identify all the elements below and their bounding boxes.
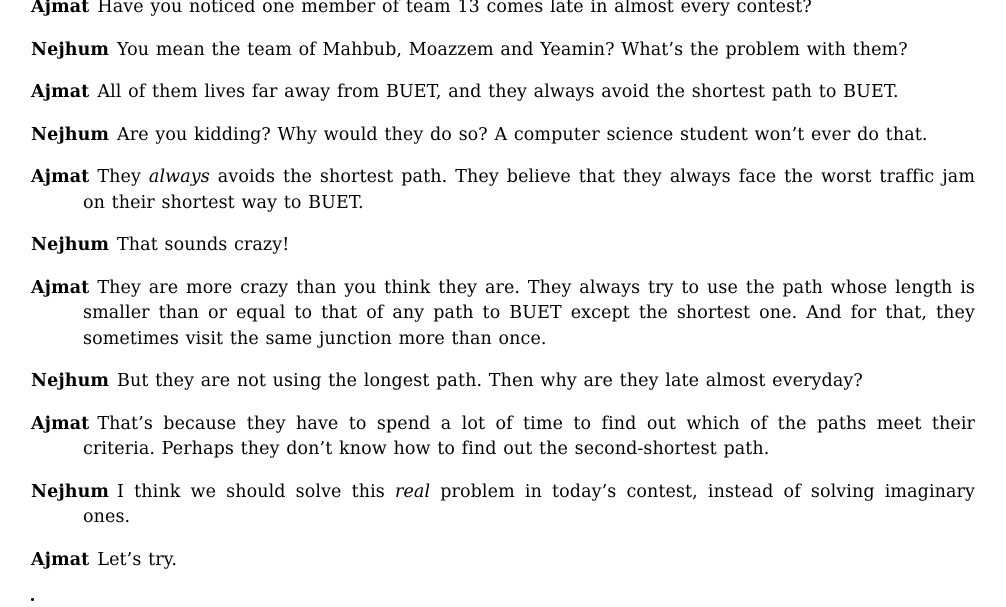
emphasized-text: real	[394, 481, 431, 502]
line-text: problem in today’s contest, instead of solving imaginary ones.	[83, 481, 975, 527]
line-text: All of them lives far away from BUET, and they always avoid the shortest path to BUET.	[97, 82, 899, 102]
dialogue-line	[31, 165, 975, 216]
line-text: Are you kidding? Why would they do so? A computer science student won’t ever do that.	[117, 124, 928, 145]
dialogue-line	[31, 38, 975, 64]
speaker-name: Nejhum	[31, 124, 110, 145]
speaker-name: Ajmat	[31, 82, 90, 102]
dialogue-line	[31, 412, 975, 463]
dialogue-line	[31, 233, 975, 259]
stray-mark	[31, 598, 34, 601]
dialogue-line	[31, 369, 975, 395]
speaker-name: Ajmat	[31, 167, 90, 187]
dialogue-line	[31, 276, 975, 353]
dialogue-line	[31, 0, 975, 21]
line-text: Let’s try.	[97, 549, 177, 570]
line-text: You mean the team of Mahbub, Moazzem and Yeamin? What’s the problem with them?	[117, 39, 908, 60]
speaker-name: Ajmat	[31, 277, 90, 298]
speaker-name: Nejhum	[31, 39, 110, 60]
speaker-name: Nejhum	[31, 371, 110, 391]
line-text: That’s because they have to spend a lot of time to find out which of the paths meet their criteria. Perhaps they don’t know how to find out the second-shortest path.	[83, 413, 975, 459]
line-text: avoids the shortest path. They believe that they always face the worst traffic jam on their shortest way to BUET.	[83, 167, 976, 213]
speaker-name: Ajmat	[31, 549, 90, 570]
line-text: Have you noticed one member of team 13 comes late in almost every contest?	[97, 0, 812, 17]
dialogue-line	[31, 480, 975, 531]
speaker-name: Ajmat	[31, 413, 90, 434]
line-text: I think we should solve this	[117, 481, 395, 502]
speaker-name: Nejhum	[31, 481, 110, 502]
line-text: But they are not using the longest path. Then why are they late almost everyday?	[117, 371, 863, 391]
line-text: That sounds crazy!	[117, 235, 290, 255]
emphasized-text: always	[148, 167, 210, 187]
line-text: They are more crazy than you think they are. They always try to use the path whose length is smaller than or equal to that of any path to BUET except the shortest one. And for that, they sometimes visit the same junction more than once.	[83, 277, 975, 349]
line-text: They	[97, 167, 149, 187]
dialogue-line	[31, 123, 975, 149]
speaker-name: Nejhum	[31, 235, 110, 255]
dialogue	[31, 0, 975, 590]
dialogue-line	[31, 548, 975, 574]
dialogue-line	[31, 80, 975, 106]
speaker-name: Ajmat	[31, 0, 90, 17]
